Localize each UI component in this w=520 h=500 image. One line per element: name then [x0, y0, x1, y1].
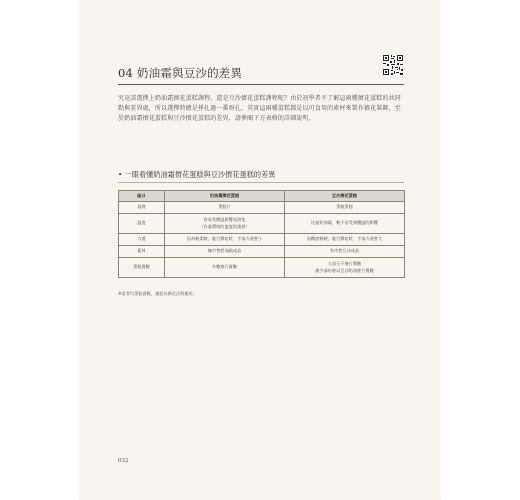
section-divider — [118, 182, 404, 183]
bean-paste-cell — [285, 214, 405, 234]
cell-line: 因稠度較硬，進行擠花時，手部力道要大 — [306, 236, 383, 242]
cell-line: 蛋糕蛋糕 — [336, 204, 353, 210]
table-header-buttercream: 奶油霜擠花蛋糕 — [165, 191, 285, 202]
cell-line: 比起奶油霜，較不易受到體溫的影響 — [310, 220, 378, 226]
cell-line: 多數進行賣數 — [211, 264, 238, 270]
buttercream-cell — [165, 214, 285, 234]
table-header-bean-paste: 豆沙擠花蛋糕 — [285, 191, 405, 202]
table-footnote: ※需者均蛋糕賣數，讓您具擠花法與應用。 — [118, 291, 197, 296]
cell-line: 因為較柔軟，進行擠花時，手部力道要小 — [186, 236, 263, 242]
page-number: 032 — [118, 458, 129, 464]
buttercream-cell — [165, 234, 285, 246]
comparison-table — [118, 190, 405, 278]
bean-paste-cell — [285, 258, 405, 278]
table-row — [119, 234, 405, 246]
table-header-category: 區分 — [119, 191, 165, 202]
row-label: 素材 — [119, 246, 165, 258]
row-label: 蛋糕賣數 — [119, 258, 165, 278]
bean-paste-cell — [285, 202, 405, 214]
row-label: 基底 — [119, 202, 165, 214]
buttercream-cell — [165, 246, 285, 258]
cell-line: 大部分不進行賣數 — [327, 260, 362, 266]
section-title: • 一眼看懂奶油霜擠花蛋糕與豆沙擠花蛋糕的差異 — [118, 170, 276, 179]
bean-paste-cell — [285, 246, 405, 258]
cell-line: 無市售奶油霜成品 — [207, 248, 242, 254]
page-title: 04 奶油霜與豆沙的差異 — [118, 66, 243, 80]
cell-line: 有市售豆沙成品 — [329, 248, 360, 254]
bean-paste-cell — [285, 234, 405, 246]
table-row — [119, 258, 405, 278]
qr-code-icon — [382, 54, 404, 76]
row-label: 力道 — [119, 234, 165, 246]
table-row — [119, 202, 405, 214]
book-page — [80, 0, 440, 500]
buttercream-cell — [165, 202, 285, 214]
table-header-row — [119, 191, 405, 202]
table-row — [119, 214, 405, 234]
table-row — [119, 246, 405, 258]
title-row — [118, 60, 404, 85]
cell-line: （作業環境的溫度很重要） — [199, 223, 250, 229]
cell-line: 蛋糕片 — [218, 204, 231, 210]
cell-line: 容易受體溫影響而溶化 — [203, 216, 246, 222]
buttercream-cell — [165, 258, 285, 278]
row-label: 溫度 — [119, 214, 165, 234]
cell-line: 僅少部份會以豆沙奶油進行賣數 — [315, 267, 374, 273]
intro-paragraph: 究竟該選擇上奶油霜擠花蛋糕課程，還是豆沙擠花蛋糕課程呢？由於初學者不了解這兩種擠花蛋糕的共同點與差異處，所以選擇時總是掙扎過一番呀扎。其實這兩種蛋糕都是以可食用的素材來製作擠花裝飾，至於奶油霜擠花蛋糕與豆沙擠花蛋糕的差異，請參閱下方表格的詳細說明。 — [118, 95, 401, 122]
